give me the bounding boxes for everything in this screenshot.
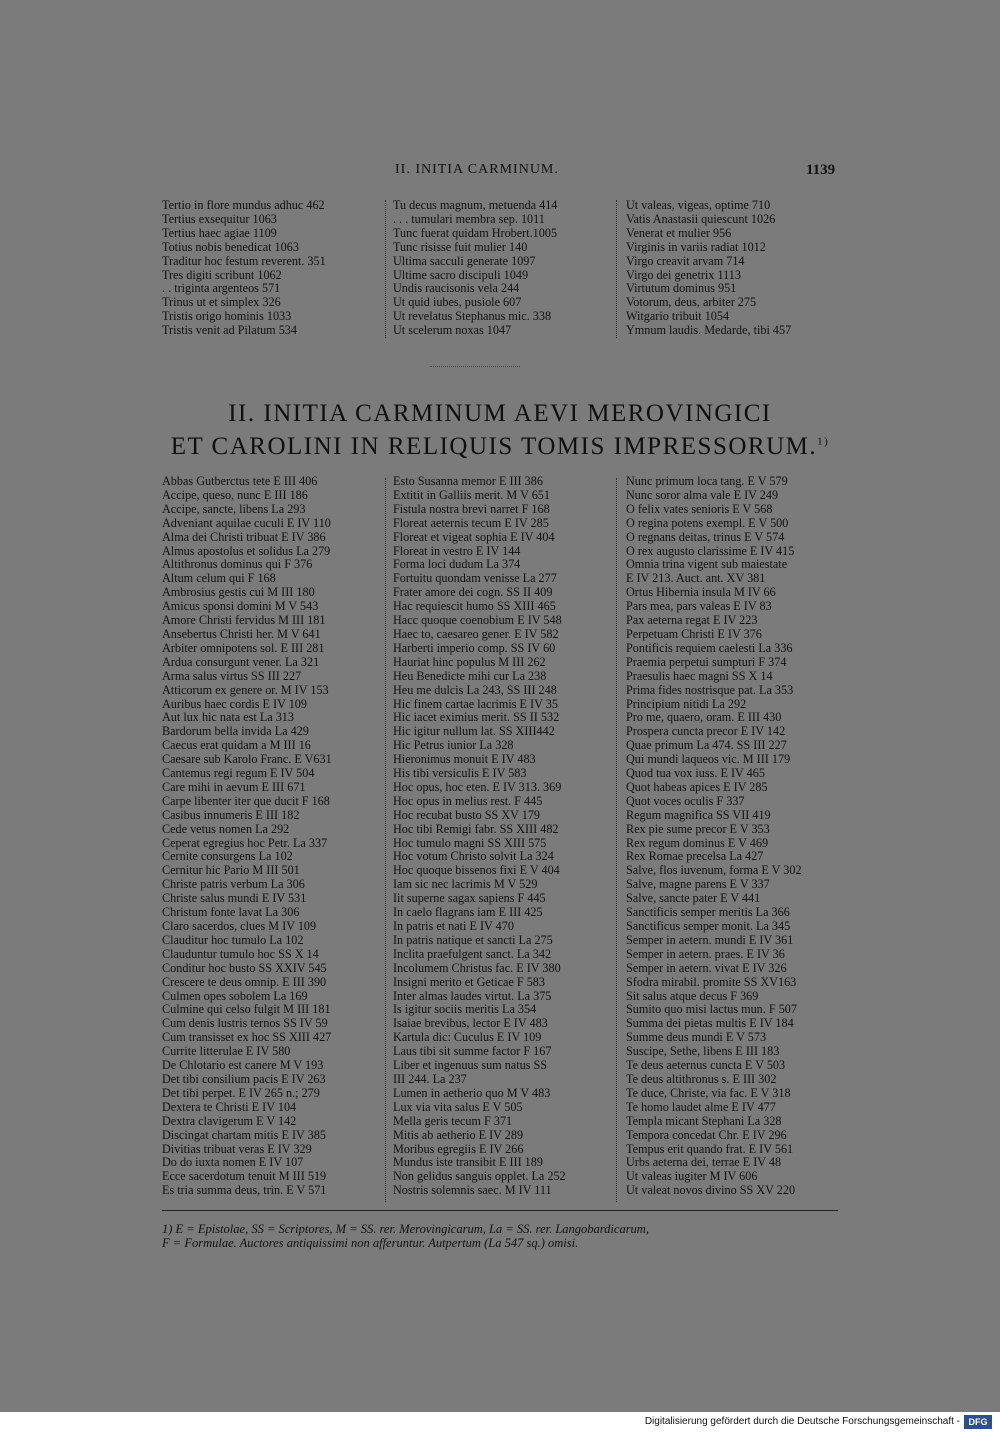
- index-entry: Tertius haec agiae 1109: [162, 225, 277, 240]
- index-entry: Sumito quo misi lactus mun. F 507: [626, 1002, 797, 1017]
- index-entry: Culmen opes sobolem La 169: [162, 988, 308, 1003]
- index-entry: Altithronus dominus qui F 376: [162, 557, 313, 572]
- index-entry: Cede vetus nomen La 292: [162, 821, 290, 836]
- index-entry: Salve, flos iuvenum, forma E V 302: [626, 863, 802, 878]
- index-entry: Heu Benedicte mihi cur La 238: [393, 668, 547, 683]
- index-entry: Summa dei pietas multis E IV 184: [626, 1016, 794, 1031]
- index-entry: Witgario tribuit 1054: [626, 309, 730, 324]
- index-entry: Sanctificis semper meritis La 366: [626, 905, 790, 920]
- index-entry: Suscipe, Sethe, libens E III 183: [626, 1044, 780, 1059]
- index-entry: Sfodra mirabil. promite SS XV163: [626, 974, 797, 989]
- index-entry: Tertio in flore mundus adhuc 462: [162, 198, 325, 212]
- index-entry: Tristis origo hominis 1033: [162, 309, 292, 324]
- index-entry: Ut valeas, vigeas, optime 710: [626, 198, 771, 212]
- footnote-rule: [162, 1210, 838, 1211]
- index-entry: O regina potens exempl. E V 500: [626, 515, 789, 530]
- index-entry: Undis raucisonis vela 244: [393, 281, 520, 296]
- index-entry: Omnia trina vigent sub maiestate: [626, 557, 788, 572]
- index-entry: Floreat aeternis tecum E IV 285: [393, 515, 549, 530]
- footnote: [162, 1222, 842, 1250]
- index-entry: Te deus altithronus s. E III 302: [626, 1071, 777, 1086]
- index-entry: Salve, magne parens E V 337: [626, 877, 770, 892]
- dfg-logo: DFG: [964, 1415, 992, 1429]
- index-entry: Ymnum laudis. Medarde, tibi 457: [626, 323, 792, 338]
- index-entry: Regum magnifica SS VII 419: [626, 807, 771, 822]
- index-entry: Ut valeas iugiter M IV 606: [626, 1169, 758, 1184]
- index-entry: Arma salus virtus SS III 227: [162, 668, 302, 683]
- index-entry: Semper in aetern. vivat E IV 326: [626, 960, 787, 975]
- index-entry: Dextra clavigerum E V 142: [162, 1113, 297, 1128]
- index-column-3: [626, 475, 802, 1198]
- index-entry: Lumen in aetherio quo M V 483: [393, 1085, 551, 1100]
- index-entry: Te deus aeternus cuncta E V 503: [626, 1058, 786, 1073]
- index-entry: Inter almas laudes virtut. La 375: [393, 988, 552, 1003]
- index-entry: Rex regum dominus E V 469: [626, 835, 769, 850]
- index-entry: Ultima sacculi generate 1097: [393, 253, 536, 268]
- index-entry: Tu decus magnum, metuenda 414: [393, 198, 558, 212]
- index-entry: E IV 213. Auct. ant. XV 381: [626, 571, 766, 586]
- index-entry: Te homo laudet alme E IV 477: [626, 1099, 776, 1114]
- index-entry: Votorum, deus, arbiter 275: [626, 295, 757, 310]
- index-entry: Hoc tibi Remigi fabr. SS XIII 482: [393, 821, 559, 836]
- index-entry: Arbiter omnipotens sol. E III 281: [162, 640, 325, 655]
- index-entry: Haec to, caesareo gener. E IV 582: [393, 626, 559, 641]
- index-entry: Accipe, sancte, libens La 293: [162, 501, 306, 516]
- index-entry: Abbas Gutberctus tete E III 406: [162, 474, 318, 488]
- index-entry: In caelo flagrans iam E III 425: [393, 905, 543, 920]
- index-column-2: [393, 475, 566, 1198]
- index-entry: Bardorum bella invida La 429: [162, 724, 309, 739]
- section-divider: [430, 366, 520, 371]
- index-entry: Hoc votum Christo solvit La 324: [393, 849, 554, 864]
- index-entry: Auribus haec cordis E IV 109: [162, 696, 307, 711]
- index-entry: Quot habeas apices E IV 285: [626, 779, 768, 794]
- index-entry: Es tria summa deus, trin. E V 571: [162, 1183, 327, 1198]
- column-rule: [385, 200, 386, 338]
- index-entry: Harberti imperio comp. SS IV 60: [393, 640, 556, 655]
- index-entry: Amicus sponsi domini M V 543: [162, 599, 319, 614]
- index-entry: Conditur hoc busto SS XXIV 545: [162, 960, 327, 975]
- index-entry: Hoc quoque bissenos fixi E V 404: [393, 863, 560, 878]
- top-column-3: [626, 199, 791, 338]
- index-entry: Iit superne sagax sapiens F 445: [393, 891, 546, 906]
- index-entry: Perpetuam Christi E IV 376: [626, 626, 762, 641]
- index-entry: Extitit in Galliis merit. M V 651: [393, 487, 550, 502]
- index-entry: Heu me dulcis La 243, SS III 248: [393, 682, 557, 697]
- index-entry: Pontificis requiem caelesti La 336: [626, 640, 793, 655]
- index-entry: Ut revelatus Stephanus mic. 338: [393, 309, 552, 324]
- index-entry: Prima fides nostrisque pat. La 353: [626, 682, 794, 697]
- section-title-line-1: II. INITIA CARMINUM AEVI MEROVINGICI: [228, 400, 772, 427]
- index-entry: Adveniant aquilae cuculi E IV 110: [162, 515, 331, 530]
- index-entry: Kartula dic: Cuculus E IV 109: [393, 1030, 542, 1045]
- index-entry: Rex Romae precelsa La 427: [626, 849, 764, 864]
- index-entry: Semper in aetern. praes. E IV 36: [626, 946, 785, 961]
- index-entry: Principium nitidi La 292: [626, 696, 747, 711]
- index-entry: Moribus egregiis E IV 266: [393, 1141, 524, 1156]
- index-entry: Crescere te deus omnip. E III 390: [162, 974, 327, 989]
- index-entry: Nostris solemnis saec. M IV 111: [393, 1183, 552, 1198]
- index-entry: Floreat et vigeat sophia E IV 404: [393, 529, 555, 544]
- index-entry: De Chlotario est canere M V 193: [162, 1058, 324, 1073]
- index-entry: Inclita praefulgent sanct. La 342: [393, 946, 552, 961]
- index-entry: Hac requiescit humo SS XIII 465: [393, 599, 556, 614]
- column-rule: [616, 478, 617, 1202]
- index-entry: Hic Petrus iunior La 328: [393, 738, 514, 753]
- index-entry: III 244. La 237: [393, 1071, 467, 1086]
- index-entry: Incolumem Christus fac. E IV 380: [393, 960, 561, 975]
- index-entry: O regnans deitas, trinus E V 574: [626, 529, 785, 544]
- index-entry: Tristis venit ad Pilatum 534: [162, 323, 297, 338]
- index-entry: Hoc recubat busto SS XV 179: [393, 807, 541, 822]
- index-entry: Hieronimus monuit E IV 483: [393, 752, 536, 767]
- index-entry: Hoc opus in melius rest. F 445: [393, 793, 543, 808]
- index-entry: Iam sic nec lacrimis M V 529: [393, 877, 538, 892]
- index-entry: Christe patris verbum La 306: [162, 877, 305, 892]
- index-entry: Cum denis lustris ternos SS IV 59: [162, 1016, 328, 1031]
- index-entry: Det tibi perpet. E IV 265 n.; 279: [162, 1085, 320, 1100]
- footnote-marker: 1): [817, 435, 830, 448]
- index-entry: Carpe libenter iter que ducit F 168: [162, 793, 330, 808]
- index-entry: Tempora concedat Chr. E IV 296: [626, 1127, 787, 1142]
- index-entry: Tertius exsequitur 1063: [162, 211, 277, 226]
- index-entry: Tres digiti scribunt 1062: [162, 267, 282, 282]
- index-entry: Hoc opus, hoc eten. E IV 313. 369: [393, 779, 562, 794]
- index-entry: Quod tua vox iuss. E IV 465: [626, 766, 765, 781]
- index-entry: Totius nobis benedicat 1063: [162, 239, 299, 254]
- index-entry: Hoc tumulo magni SS XIII 575: [393, 835, 547, 850]
- top-column-1: [162, 199, 326, 338]
- index-entry: Ut quid iubes, pusiole 607: [393, 295, 522, 310]
- column-rule: [385, 478, 386, 1202]
- index-entry: Virginis in variis radiat 1012: [626, 239, 766, 254]
- index-entry: Traditur hoc festum reverent. 351: [162, 253, 326, 268]
- index-entry: Floreat in vestro E IV 144: [393, 543, 521, 558]
- index-entry: Tunc risisse fuit mulier 140: [393, 239, 528, 254]
- index-entry: Fortuitu quondam venisse La 277: [393, 571, 557, 586]
- index-entry: Clauditur hoc tumulo La 102: [162, 932, 304, 947]
- index-entry: Almus apostolus et solidus La 279: [162, 543, 331, 558]
- index-entry: Ardua consurgunt vener. La 321: [162, 654, 320, 669]
- index-entry: O rex augusto clarissime E IV 415: [626, 543, 795, 558]
- index-entry: Trinus ut et simplex 326: [162, 295, 281, 310]
- footer-bar: [0, 1412, 1000, 1434]
- index-entry: Mundus iste transibit E III 189: [393, 1155, 543, 1170]
- index-entry: Lux via vita salus E V 505: [393, 1099, 523, 1114]
- index-entry: Nunc primum loca tang. E V 579: [626, 474, 788, 488]
- index-entry: Altum celum qui F 168: [162, 571, 276, 586]
- funding-credit: Digitalisierung gefördert durch die Deutsche Forschungsgemeinschaft -: [644, 1416, 960, 1427]
- index-entry: Accipe, queso, nunc E III 186: [162, 487, 308, 502]
- index-entry: Summe deus mundi E V 573: [626, 1030, 767, 1045]
- index-entry: In patris natique et sancti La 275: [393, 932, 553, 947]
- index-entry: Det tibi consilium pacis E IV 263: [162, 1071, 326, 1086]
- index-entry: Aut lux hic nata est La 313: [162, 710, 294, 725]
- index-entry: Vatis Anastasii quiescunt 1026: [626, 211, 776, 226]
- index-entry: Dextera te Christi E IV 104: [162, 1099, 297, 1114]
- index-entry: Liber et ingenuus sum natus SS: [393, 1058, 548, 1073]
- footnote-line: 1) E = Epistolae, SS = Scriptores, M = SS. rer. Merovingicarum, La = SS. rer. Langobardicarum,: [162, 1222, 649, 1236]
- index-entry: Casibus innumeris E III 182: [162, 807, 300, 822]
- index-entry: Fistula nostra brevi narret F 168: [393, 501, 550, 516]
- index-entry: Non gelidus sanguis opplet. La 252: [393, 1169, 566, 1184]
- index-entry: Ceperat egregius hoc Petr. La 337: [162, 835, 328, 850]
- index-entry: Mella geris tecum F 371: [393, 1113, 513, 1128]
- index-entry: Mitis ab aetherio E IV 289: [393, 1127, 524, 1142]
- index-entry: Atticorum ex genere or. M IV 153: [162, 682, 329, 697]
- top-column-2: [393, 199, 557, 338]
- index-entry: Cantemus regi regum E IV 504: [162, 766, 315, 781]
- index-entry: Currite litterulae E IV 580: [162, 1044, 291, 1059]
- index-entry: Virgo creavit arvam 714: [626, 253, 745, 268]
- index-entry: . . . tumulari membra sep. 1011: [393, 211, 545, 226]
- index-entry: Ut valeat novos divino SS XV 220: [626, 1183, 796, 1198]
- index-entry: Nunc soror alma vale E IV 249: [626, 487, 779, 502]
- index-entry: Sit salus atque decus F 369: [626, 988, 759, 1003]
- index-entry: Ansebertus Christi her. M V 641: [162, 626, 321, 641]
- index-entry: Hauriat hinc populus M III 262: [393, 654, 546, 669]
- index-entry: Christe salus mundi E IV 531: [162, 891, 307, 906]
- index-entry: Discingat chartam mitis E IV 385: [162, 1127, 326, 1142]
- index-entry: Semper in aetern. mundi E IV 361: [626, 932, 794, 947]
- index-entry: Virtutum dominus 951: [626, 281, 737, 296]
- index-entry: Tunc fuerat quidam Hrobert.1005: [393, 225, 558, 240]
- index-entry: Do do iuxta nomen E IV 107: [162, 1155, 304, 1170]
- index-entry: In patris et nati E IV 470: [393, 919, 514, 933]
- column-rule: [616, 200, 617, 338]
- index-entry: Praemia perpetui sumpturi F 374: [626, 654, 787, 669]
- index-entry: Urbs aeterna dei, terrae E IV 48: [626, 1155, 782, 1170]
- index-entry: Cum transisset ex hoc SS XIII 427: [162, 1030, 332, 1045]
- index-entry: Ut scelerum noxas 1047: [393, 323, 512, 338]
- index-entry: Venerat et mulier 956: [626, 225, 732, 240]
- index-entry: Caecus erat quidam a M III 16: [162, 738, 311, 753]
- index-entry: Quot voces oculis F 337: [626, 793, 745, 808]
- index-entry: Sanctificus semper monit. La 345: [626, 919, 791, 933]
- index-entry: Hacc quoque coenobium E IV 548: [393, 613, 562, 628]
- index-entry: Esto Susanna memor E III 386: [393, 474, 543, 488]
- index-entry: Ambrosius gestis cui M III 180: [162, 585, 315, 600]
- index-entry: Salve, sancte pater E V 441: [626, 891, 761, 906]
- index-entry: Tempus erit quando frat. E IV 561: [626, 1141, 794, 1156]
- index-entry: Te duce, Christe, via fac. E V 318: [626, 1085, 791, 1100]
- running-head: II. INITIA CARMINUM.: [395, 162, 559, 177]
- index-entry: Christum fonte lavat La 306: [162, 905, 300, 920]
- index-column-1: [162, 475, 332, 1198]
- index-entry: Ortus Hibernia insula M IV 66: [626, 585, 776, 600]
- index-entry: Clauduntur tumulo hoc SS X 14: [162, 946, 319, 961]
- index-entry: . . triginta argenteos 571: [162, 281, 281, 296]
- footnote-line: F = Formulae. Auctores antiquissimi non afferuntur. Autpertum (La 547 sq.) omisi.: [162, 1236, 579, 1250]
- index-entry: Alma dei Christi tribuat E IV 386: [162, 529, 326, 544]
- index-entry: Hic igitur nullum lat. SS XIII442: [393, 724, 555, 739]
- index-entry: Hic finem cartae lacrimis E IV 35: [393, 696, 558, 711]
- index-entry: Virgo dei genetrix 1113: [626, 267, 741, 282]
- index-entry: Rex pie sume precor E V 353: [626, 821, 770, 836]
- index-entry: Claro sacerdos, clues M IV 109: [162, 919, 317, 933]
- index-entry: Quae primum La 474. SS III 227: [626, 738, 787, 753]
- index-entry: Insigni merito et Geticae F 583: [393, 974, 545, 989]
- index-entry: Prospera cuncta precor E IV 142: [626, 724, 786, 739]
- index-entry: Pax aeterna regat E IV 223: [626, 613, 758, 628]
- index-entry: Forma loci dudum La 374: [393, 557, 521, 572]
- index-entry: Divitias tribuat veras E IV 329: [162, 1141, 312, 1156]
- index-entry: Caesare sub Karolo Franc. E V631: [162, 752, 332, 767]
- index-entry: Ultime sacro discipuli 1049: [393, 267, 529, 282]
- index-entry: Frater amore dei cogn. SS II 409: [393, 585, 553, 600]
- index-entry: Isaiae brevibus, lector E IV 483: [393, 1016, 548, 1031]
- index-entry: Hic iacet eximius merit. SS II 532: [393, 710, 560, 725]
- index-entry: Laus tibi sit summe factor F 167: [393, 1044, 552, 1059]
- index-entry: Qui mundi laqueos vic. M III 179: [626, 752, 791, 767]
- index-entry: Culmine qui celso fulgit M III 181: [162, 1002, 331, 1017]
- index-entry: His tibi versiculis E IV 583: [393, 766, 527, 781]
- index-entry: Cernitur hic Pario M III 501: [162, 863, 300, 878]
- index-entry: Pars mea, pars valeas E IV 83: [626, 599, 772, 614]
- index-entry: Praesulis haec magni SS X 14: [626, 668, 773, 683]
- index-entry: Ecce sacerdotum tenuit M III 519: [162, 1169, 327, 1184]
- index-entry: Cernite consurgens La 102: [162, 849, 293, 864]
- index-entry: Is igitur sociis meritis La 354: [393, 1002, 537, 1017]
- page-number: 1139: [806, 162, 836, 178]
- index-entry: Pro me, quaero, oram. E III 430: [626, 710, 782, 725]
- index-entry: Care mihi in aevum E III 671: [162, 779, 306, 794]
- section-title-line-2: ET CAROLINI IN RELIQUIS TOMIS IMPRESSORUM.$^{1)}$: [170, 433, 830, 460]
- index-entry: Templa micant Stephani La 328: [626, 1113, 782, 1128]
- index-entry: Amore Christi fervidus M III 181: [162, 613, 326, 628]
- index-entry: O felix vates senioris E V 568: [626, 501, 773, 516]
